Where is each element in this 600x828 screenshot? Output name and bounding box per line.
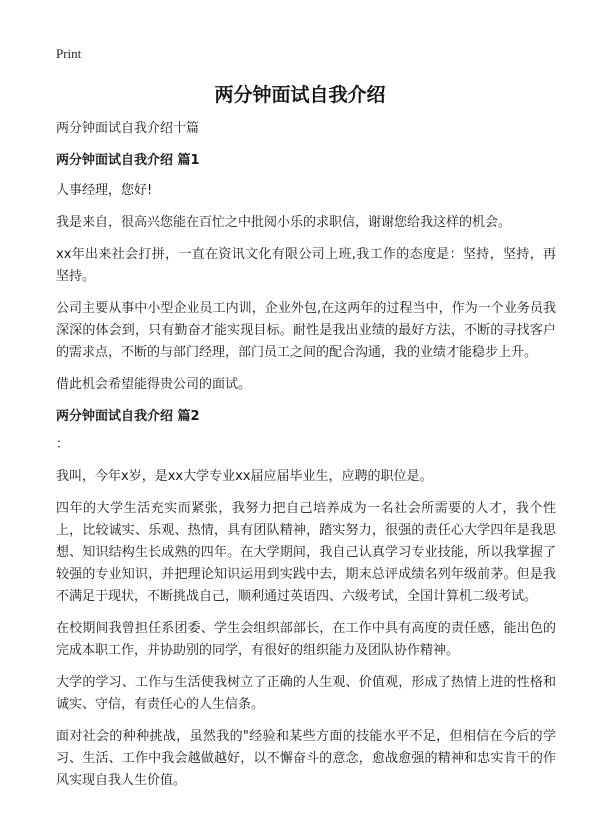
paragraph: xx年出来社会打拼，一直在资讯文化有限公司上班,我工作的态度是：坚持，坚持，再坚持。 (56, 247, 556, 284)
paragraph: 我叫，今年x岁，是xx大学专业xx届应届毕业生，应聘的职位是。 (56, 469, 433, 484)
paragraph: 我是来自，很高兴您能在百忙之中批阅小乐的求职信，谢谢您给我这样的机会。 (56, 215, 512, 230)
paragraph: 公司主要从事中小型企业员工内训，企业外包,在这两年的过程当中，作为一个业务员我深深的体会到，只有勤奋才能实现目标。耐性是我出业绩的最好方法，不断的寻找客户的需求点，不断的与部门经理，部门员工之间的配合沟通，我的业绩才能稳步上升。 (56, 301, 556, 360)
greeting-paragraph: 人事经理，您好! (56, 183, 153, 198)
paragraph: 四年的大学生活充实而紧张，我努力把自己培养成为一名社会所需要的人才，我个性上，比较诚实、乐观、热情，具有团队精神，踏实努力，很强的责任心大学四年是我思想、知识结构生长成熟的四年。在大学期间，我自己认真学习专业技能，所以我掌握了较强的专业知识，并把理论知识运用到实践中去，期末总评成绩名列年级前茅。但是我不满足于现状，不断挑战自己，顺利通过英语四、六级考试，全国计算机二级考试。 (56, 501, 556, 604)
salutation-colon: ： (56, 437, 70, 452)
paragraph: 大学的学习、工作与生活使我树立了正确的人生观、价值观，形成了热情上进的性格和诚实、守信，有责任心的人生信条。 (56, 675, 556, 712)
paragraph: 面对社会的种种挑战，虽然我的"经验和某些方面的技能水平不足，但相信在今后的学习、生活、工作中我会越做越好，以不懈奋斗的意念，愈战愈强的精神和忠实肯干的作风实现自我人生价值。 (56, 729, 556, 788)
document-subtitle: 两分钟面试自我介绍十篇 (56, 121, 200, 136)
section-2 (56, 406, 556, 792)
section-heading: 两分钟面试自我介绍 篇1 (56, 153, 200, 168)
paragraph: 在校期间我曾担任系团委、学生会组织部部长，在工作中具有高度的责任感，能出色的完成本职工作，并协助别的同学，有很好的组织能力及团队协作精神。 (56, 621, 556, 658)
section-heading: 两分钟面试自我介绍 篇2 (56, 409, 200, 424)
section-1 (56, 150, 556, 396)
document-body (56, 118, 556, 802)
document-title: 两分钟面试自我介绍 (214, 84, 386, 106)
print-label[interactable]: Print (56, 46, 82, 61)
paragraph: 借此机会希望能得贵公司的面试。 (56, 377, 252, 392)
